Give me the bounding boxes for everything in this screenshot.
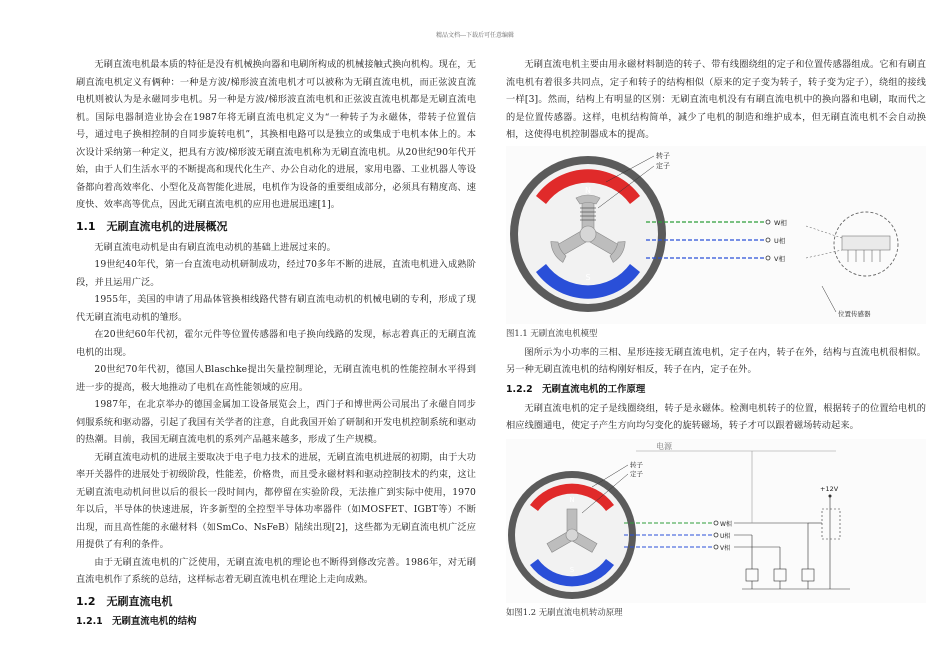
section-1-1-title: 1.1 无刷直流电机的进展概况 (76, 219, 228, 233)
history-paragraph: 19世纪40年代，第一台直流电动机研制成功，经过70多年不断的进展，直流电机进入成熟阶段，并且运用广泛。 (76, 259, 476, 288)
rotor-label: 转子 (630, 460, 643, 469)
power-label: 电源 (656, 441, 672, 451)
history-paragraph: 由于无刷直流电机的广泛使用，无刷直流电机的理论也不断得到修改完善。1986年，对无刷直流电机作了系统的总结，这样标志着无刷直流电机在理论上走向成熟。 (76, 556, 476, 585)
w-phase-label: W相 (720, 520, 732, 528)
header-note: 精品文档---下载后可任意编辑 (435, 32, 515, 39)
structure-paragraph: 无刷直流电机主要由用永磁材料制造的转子、带有线圈绕组的定子和位置传感器组成。它和有刷直流电机有着很多共同点，定子和转子的结构相似（原来的定子变为转子，转子变为定子），绕组的接线一样[3]。然而，结构上有明显的区别：无刷直流电机没有有刷直流电机中的换向器和电刷，取而代之的是位置传感器。这样，电机结构简单，减少了电机的制造和维护成本，但无刷直流电机不会自动换相，这使得电机控制器成本的提高。 (506, 59, 926, 140)
north-pole-label: N (569, 495, 575, 504)
section-1-2-2-title: 1.2.2 无刷直流电机的工作原理 (506, 383, 646, 395)
history-paragraph: 在20世纪60年代初，霍尔元件等位置传感器和电子换向线路的发现，标志着真正的无刷直流电机的出现。 (76, 329, 476, 358)
u-phase-label: U相 (774, 236, 786, 245)
rotation-principle-diagram (506, 439, 926, 603)
section-1-2-title: 1.2 无刷直流电机 (76, 594, 173, 608)
history-paragraph: 1987年，在北京举办的德国金属加工设备展览会上，西门子和博世两公司展出了永磁自同步伺服系统和驱动器，引起了我国有关学者的注意，自此我国开始了研制和开发电机控制系统和驱动的热潮。目前，我国无刷直流电机的系列产品越来越多，形成了生产规模。 (76, 399, 476, 445)
position-sensor (834, 212, 898, 276)
motor-description-paragraph: 图所示为小功率的三相、星形连接无刷直流电机，定子在内，转子在外，结构与直流电机很相似。另一种无刷直流电机的结构刚好相反，转子在内，定子在外。 (506, 346, 926, 375)
north-pole-label: N (585, 185, 591, 195)
stator-label: 定子 (656, 161, 670, 170)
position-sensor-label: 位置传感器 (838, 309, 871, 318)
w-phase-label: W相 (774, 218, 787, 227)
v-phase-label: V相 (774, 254, 785, 263)
motor-model-diagram (506, 146, 926, 324)
history-paragraph: 20世纪70年代初，德国人Blaschke提出矢量控制理论，无刷直流电机的性能控制水平得到进一步的提高，极大地推动了电机在高性能领域的应用。 (76, 364, 476, 393)
figure-motor-model (506, 146, 926, 324)
working-principle-paragraph: 无刷直流电机的定子是线圈绕组，转子是永磁体。检测电机转子的位置，根据转子的位置给电机的相应线圈通电，使定子产生方向均匀变化的旋转磁场，转子才可以跟着磁场转动起来。 (506, 402, 926, 431)
intro-paragraph: 无刷直流电机最本质的特征是没有机械换向器和电刷所构成的机械接触式换向机构。现在，无刷直流电机定义有俩种：一种是方波/梯形波直流电机才可以被称为无刷直流电机，而正弦波直流电机则被认为是永磁同步电机。另一种是方波/梯形波直流电机和正弦波直流电机都是无刷直流电机。国际电器制造业协会在1987年将无刷直流电机定义为“一种转子为永磁体，带转子位置信号，通过电子换相控制的自同步旋转电机”，其换相电路可以是独立的或集成于电机本体上的。本次设计采纳第一种定义，把具有方波/梯形波无刷直流电机称为无刷直流电机。从20世纪90年代开始，由于人们生活水平的不断提高和现代化生产、办公自动化的进展，家用电器、工业机器人等设备都向着高效率化、小型化及高智能化进展，电机作为设备的重要组成部分，必须具有精度高、速度快、效率高等优点，因此无刷直流电机的应用也进展迅速[1]。 (76, 59, 476, 210)
driver-circuit (734, 451, 850, 589)
history-paragraph: 1955年，美国的申请了用晶体管换相线路代替有刷直流电动机的机械电刷的专利，形成了现代无刷直流电动机的雏形。 (76, 294, 476, 323)
figure-1-2-caption: 如图1.2 无刷直流电机转动原理 (506, 606, 623, 617)
supply-voltage-label: +12V (820, 484, 839, 493)
right-column (506, 56, 926, 623)
south-pole-label: S (569, 565, 575, 574)
left-column (76, 56, 476, 632)
figure-rotation-principle (506, 439, 926, 603)
history-paragraph: 无刷直流电动机是由有刷直流电动机的基础上进展过来的。 (94, 241, 336, 253)
rotor-label: 转子 (656, 151, 670, 160)
figure-1-1-caption: 图1.1 无刷直流电机模型 (506, 327, 598, 338)
v-phase-label: V相 (720, 544, 731, 552)
history-paragraph: 无刷直流电动机的进展主要取决于电子电力技术的进展，无刷直流电机进展的初期，由于大功率开关器件的进展处于初级阶段，性能差，价格贵，而且受永磁材料和驱动控制技术的约束，这让无刷直流电动机问世以后的很长一段时间内，都停留在实验阶段，无法推广到实际中使用，1970年以后，半导体的快速进展，许多新型的全控型半导体功率器件（如MOSFET、IGBT等）不断出现，而且高性能的永磁材料（如SmCo、NsFeB）陆续出现[2]，这些都为无刷直流电机广泛应用提供了有利的条件。 (76, 451, 476, 550)
section-1-2-1-title: 1.2.1 无刷直流电机的结构 (76, 615, 197, 627)
stator-label: 定子 (630, 469, 643, 478)
south-pole-label: S (585, 272, 591, 282)
u-phase-label: U相 (720, 532, 731, 540)
